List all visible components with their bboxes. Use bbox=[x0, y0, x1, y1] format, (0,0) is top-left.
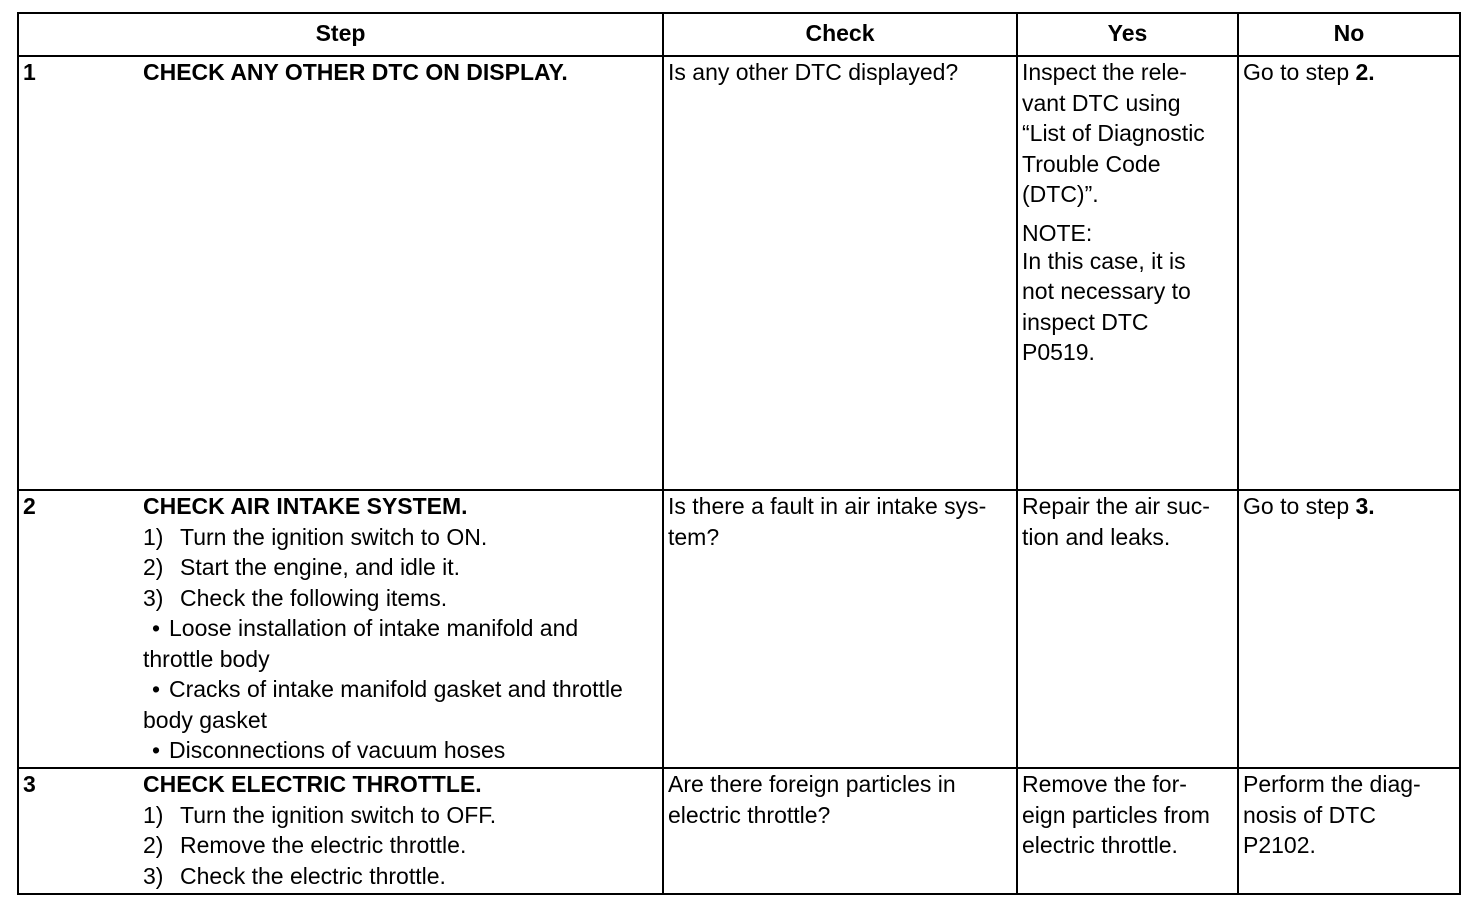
yes-line: Trouble Code bbox=[1022, 150, 1161, 177]
note-line: In this case, it is bbox=[1022, 247, 1186, 274]
substep: 3) Check the following items. bbox=[143, 584, 448, 611]
check-cell bbox=[663, 768, 1017, 894]
yes-line: Repair the air suc- bbox=[1022, 493, 1210, 519]
note-line: inspect DTC bbox=[1022, 308, 1149, 335]
no-cell bbox=[1238, 768, 1460, 894]
substep: 2) Start the engine, and idle it. bbox=[143, 554, 461, 580]
step-number: 2 bbox=[23, 493, 36, 519]
yes-line: “List of Diagnostic bbox=[1022, 120, 1205, 146]
check-text: Is any other DTC displayed? bbox=[668, 59, 959, 85]
step-title: CHECK AIR INTAKE SYSTEM. bbox=[143, 493, 468, 519]
table-row bbox=[18, 56, 1460, 490]
no-text: Go to step bbox=[1243, 493, 1356, 519]
substep: 1) Turn the ignition switch to OFF. bbox=[143, 801, 497, 828]
no-cell bbox=[1238, 56, 1460, 490]
check-line: electric throttle? bbox=[668, 801, 831, 828]
yes-line: Remove the for- bbox=[1022, 771, 1187, 797]
step-cell bbox=[18, 490, 663, 768]
step-cell bbox=[18, 56, 663, 490]
bullet-continuation: body gasket bbox=[143, 706, 268, 733]
header-no: No bbox=[1238, 13, 1460, 56]
no-line: nosis of DTC bbox=[1243, 801, 1376, 828]
yes-line: electric throttle. bbox=[1022, 832, 1178, 858]
yes-cell bbox=[1017, 768, 1238, 894]
yes-line: tion and leaks. bbox=[1022, 523, 1171, 550]
substep: 2) Remove the electric throttle. bbox=[143, 832, 467, 858]
no-line: Perform the diag- bbox=[1243, 771, 1421, 797]
yes-cell bbox=[1017, 490, 1238, 768]
check-cell bbox=[663, 56, 1017, 490]
table-row bbox=[18, 490, 1460, 768]
note-line: not necessary to bbox=[1022, 278, 1191, 304]
check-cell bbox=[663, 490, 1017, 768]
header-yes: Yes bbox=[1017, 13, 1238, 56]
no-line: P2102. bbox=[1243, 832, 1316, 858]
note-line: P0519. bbox=[1022, 339, 1095, 365]
step-number: 3 bbox=[23, 771, 36, 797]
diagnostic-table bbox=[17, 12, 1461, 895]
step-title: CHECK ELECTRIC THROTTLE. bbox=[143, 771, 482, 797]
header-step: Step bbox=[18, 13, 663, 56]
substep: 1) Turn the ignition switch to ON. bbox=[143, 523, 488, 550]
yes-line: Inspect the rele- bbox=[1022, 59, 1187, 85]
header-check: Check bbox=[663, 13, 1017, 56]
yes-line: vant DTC using bbox=[1022, 89, 1181, 116]
step-cell bbox=[18, 768, 663, 894]
bullet-continuation: throttle body bbox=[143, 645, 270, 672]
yes-cell bbox=[1017, 56, 1238, 490]
no-cell bbox=[1238, 490, 1460, 768]
no-text: Go to step bbox=[1243, 59, 1356, 85]
yes-line: eign particles from bbox=[1022, 801, 1210, 828]
yes-line: (DTC)”. bbox=[1022, 181, 1099, 207]
check-line: Is there a fault in air intake sys- bbox=[668, 493, 987, 519]
substep: 3) Check the electric throttle. bbox=[143, 862, 446, 889]
check-line: tem? bbox=[668, 523, 720, 550]
table-row bbox=[18, 768, 1460, 894]
bullet-item: • Cracks of intake manifold gasket and throttle bbox=[151, 676, 623, 702]
no-step-target: 2. bbox=[1355, 59, 1375, 85]
note-label: NOTE: bbox=[1022, 219, 1093, 246]
bullet-item: • Disconnections of vacuum hoses bbox=[151, 737, 506, 763]
step-number: 1 bbox=[23, 59, 36, 85]
header-row bbox=[18, 13, 1460, 56]
step-title: CHECK ANY OTHER DTC ON DISPLAY. bbox=[143, 59, 568, 85]
no-step-target: 3. bbox=[1355, 493, 1375, 519]
check-line: Are there foreign particles in bbox=[668, 771, 956, 797]
bullet-item: • Loose installation of intake manifold and bbox=[151, 615, 579, 641]
